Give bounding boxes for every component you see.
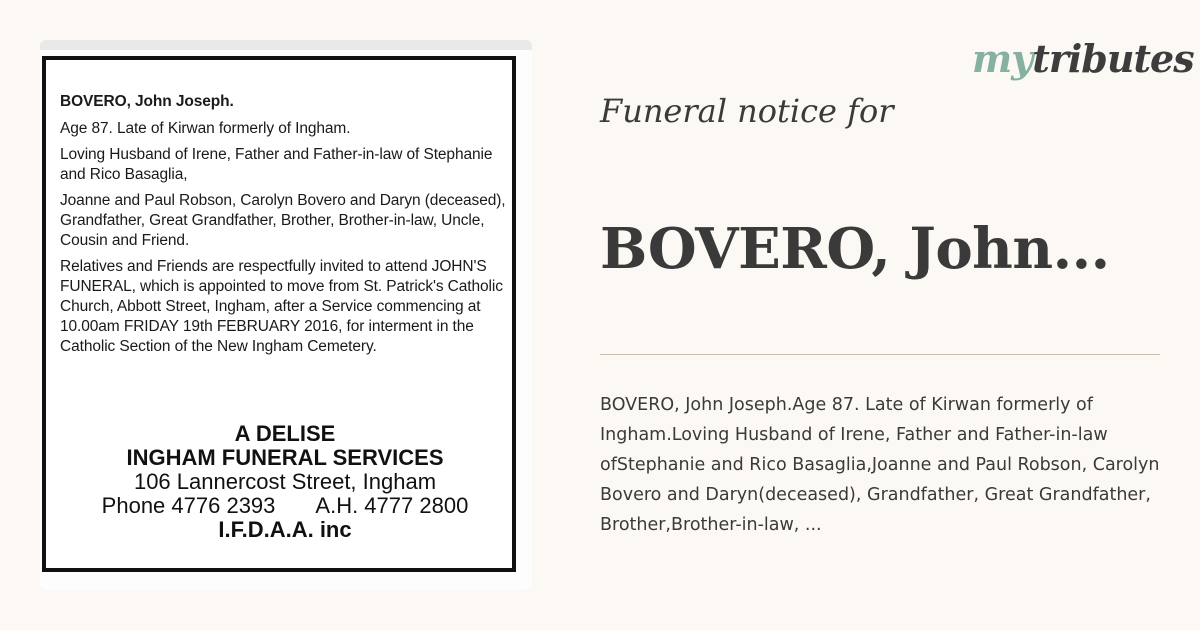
page-heading: Funeral notice for [600, 92, 894, 130]
notice-deceased-name: BOVERO, John Joseph. [60, 93, 234, 110]
funeral-notice-image [40, 40, 532, 590]
mytributes-logo[interactable] [972, 36, 1194, 81]
deceased-name-title: BOVERO, John... [600, 216, 1110, 282]
notice-funeral-director [52, 422, 518, 542]
director-after-hours: A.H. 4777 2800 [315, 493, 469, 518]
notice-body [60, 92, 506, 363]
director-address: 106 Lannercost Street, Ingham [133, 469, 437, 494]
director-company: INGHAM FUNERAL SERVICES [126, 445, 444, 470]
director-phone: Phone 4776 2393 [101, 493, 276, 518]
logo-part-tributes: tributes [1032, 36, 1194, 81]
director-name: A DELISE [234, 421, 336, 446]
notice-family-line-2: Joanne and Paul Robson, Carolyn Bovero and Daryn (deceased), Grandfather, Great Grandfather, Brother, Brother-in-law, Uncle, Cousin and Friend. [60, 192, 506, 249]
divider [600, 354, 1160, 355]
director-phones [52, 494, 518, 518]
notice-paper [40, 50, 532, 590]
notice-border [42, 56, 516, 572]
notice-age-line: Age 87. Late of Kirwan formerly of Ingham. [60, 120, 351, 137]
notice-funeral-details: Relatives and Friends are respectfully invited to attend JOHN'S FUNERAL, which is appointed to move from St. Patrick's Catholic Church, Abbott Street, Ingham, after a Service commencing at 10.00am FRIDAY 19th FEBRUARY 2016, for interment in the Catholic Section of the New Ingham Cemetery. [60, 258, 503, 355]
logo-part-my: my [972, 36, 1033, 81]
notice-summary: BOVERO, John Joseph.Age 87. Late of Kirwan formerly of Ingham.Loving Husband of Irene, Father and Father-in-law ofStephanie and Rico Basaglia,Joanne and Paul Robson, Carolyn Bovero and Daryn(deceased), Grandfather, Great Grandfather, Brother,Brother-in-law, ... [600, 395, 1160, 535]
notice-family-line-1: Loving Husband of Irene, Father and Father-in-law of Stephanie and Rico Basaglia, [60, 146, 493, 183]
director-association: I.F.D.A.A. inc [218, 517, 352, 542]
